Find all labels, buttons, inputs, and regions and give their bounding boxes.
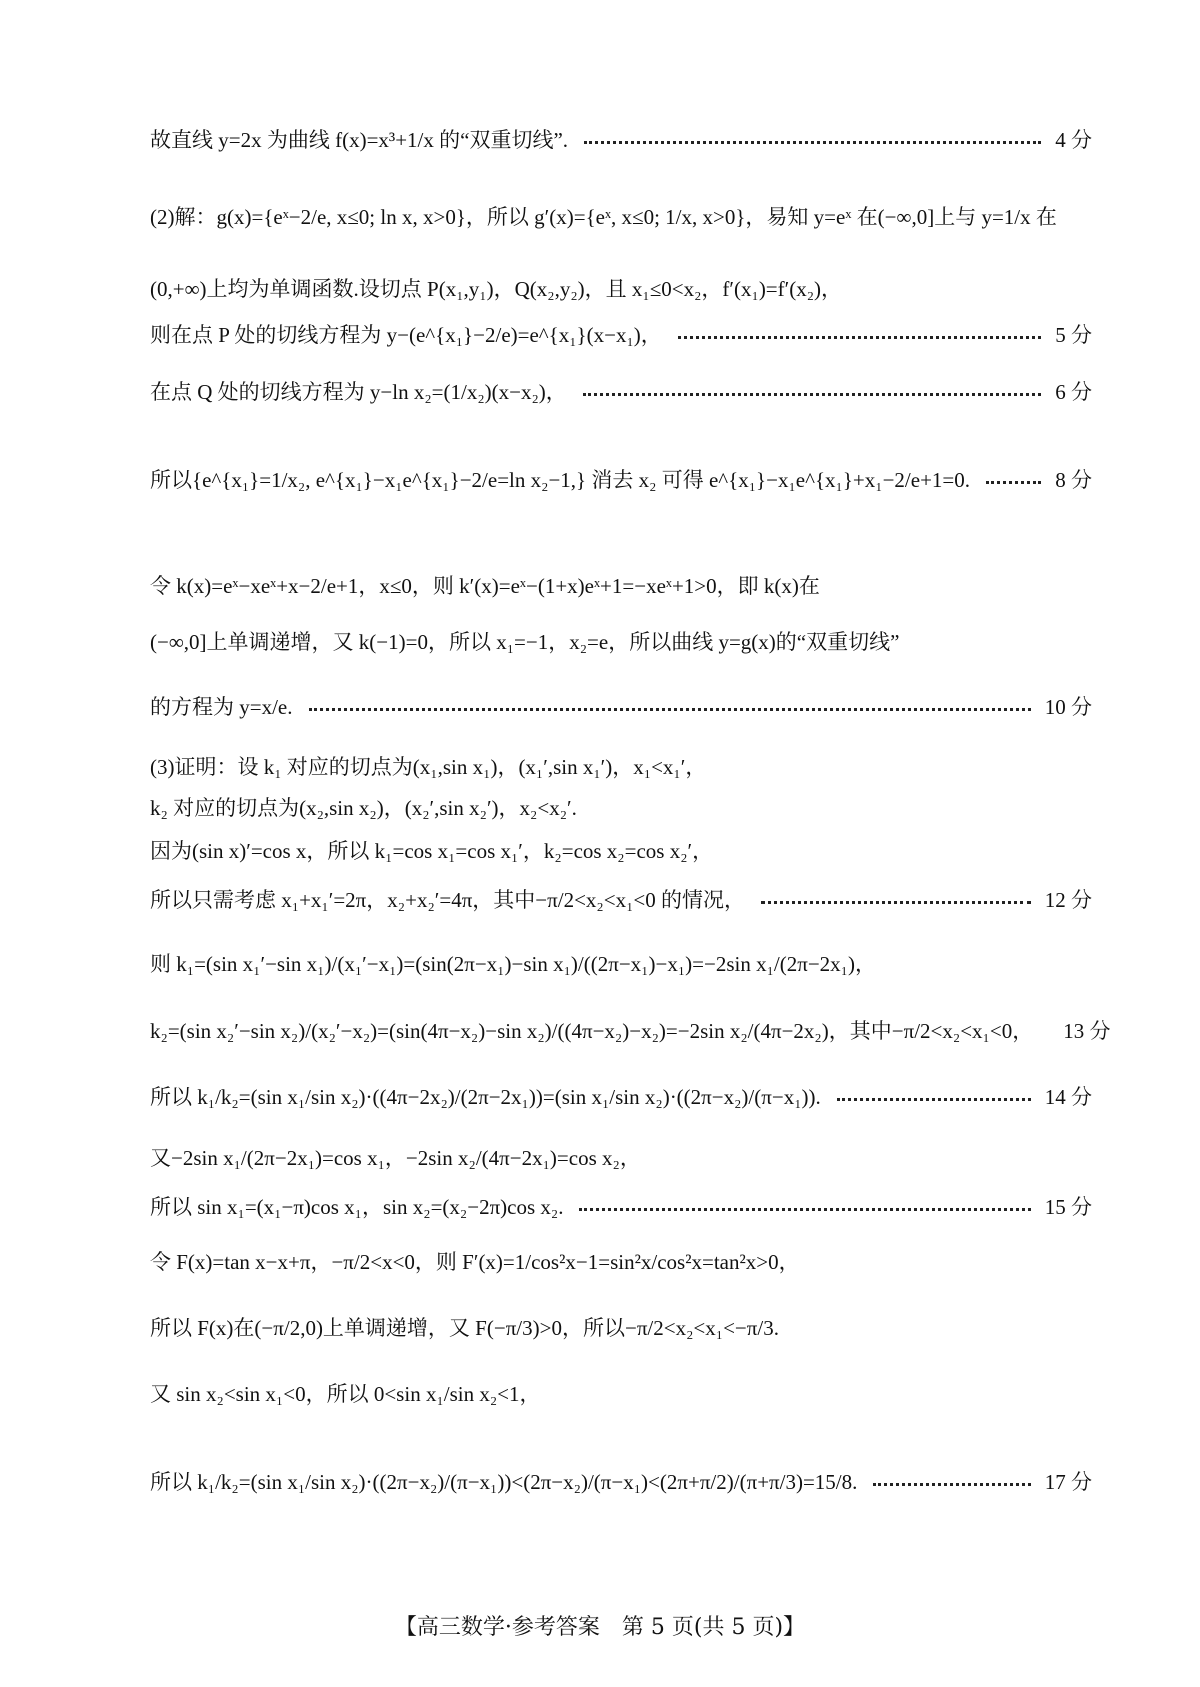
score-label: 5 分 bbox=[1055, 323, 1092, 347]
page-footer: 【高三数学·参考答案 第 5 页(共 5 页)】 bbox=[394, 1615, 806, 1640]
solution-line-18: 所以 sin x₁=(x₁−π)cos x₁，sin x₂=(x₂−2π)cos x₂. 15 分 bbox=[150, 1195, 1092, 1219]
score-label: 8 分 bbox=[1055, 468, 1092, 492]
solution-line-2: (2)解：g(x)={eˣ−2/e, x≤0; ln x, x>0}，所以 g′(x)={eˣ, x≤0; 1/x, x>0}，易知 y=eˣ 在(−∞,0]上与 y=1/x 在 bbox=[150, 205, 1057, 229]
solution-line-12: 因为(sin x)′=cos x，所以 k₁=cos x₁=cos x₁′，k₂=cos x₂=cos x₂′， bbox=[150, 839, 714, 863]
dot-leader bbox=[584, 141, 1041, 144]
solution-line-16: 所以 k₁/k₂=(sin x₁/sin x₂)·((4π−2x₂)/(2π−2x₁))=(sin x₁/sin x₂)·((2π−x₂)/(π−x₁)). 14 分 bbox=[150, 1085, 1092, 1109]
solution-line-15: k₂=(sin x₂′−sin x₂)/(x₂′−x₂)=(sin(4π−x₂)−sin x₂)/((4π−x₂)−x₂)=−2sin x₂/(4π−2x₂)，其中−π/2<x₂<x₁<0， 13 分 bbox=[150, 1019, 1111, 1043]
solution-line-7: 令 k(x)=eˣ−xeˣ+x−2/e+1，x≤0，则 k′(x)=eˣ−(1+x)eˣ+1=−xeˣ+1>0，即 k(x)在 bbox=[150, 574, 820, 598]
score-label: 14 分 bbox=[1044, 1085, 1092, 1109]
dot-leader bbox=[583, 393, 1041, 396]
score-label: 12 分 bbox=[1044, 888, 1092, 912]
solution-line-17: 又−2sin x₁/(2π−2x₁)=cos x₁，−2sin x₂/(4π−2x₁)=cos x₂， bbox=[150, 1146, 641, 1170]
solution-line-1: 故直线 y=2x 为曲线 f(x)=x³+1/x 的“双重切线”. 4 分 bbox=[150, 128, 1092, 152]
dot-leader bbox=[873, 1483, 1030, 1486]
solution-line-5: 在点 Q 处的切线方程为 y−ln x₂=(1/x₂)(x−x₂)， 6 分 bbox=[150, 380, 1092, 404]
solution-line-19: 令 F(x)=tan x−x+π，−π/2<x<0，则 F′(x)=1/cos²x−1=sin²x/cos²x=tan²x>0， bbox=[150, 1250, 800, 1274]
score-label: 10 分 bbox=[1044, 695, 1092, 719]
solution-line-8: (−∞,0]上单调递增，又 k(−1)=0，所以 x₁=−1，x₂=e，所以曲线 y=g(x)的“双重切线” bbox=[150, 630, 900, 654]
dot-leader bbox=[986, 481, 1041, 484]
dot-leader bbox=[837, 1098, 1031, 1101]
solution-line-10: (3)证明：设 k₁ 对应的切点为(x₁,sin x₁)，(x₁′,sin x₁′)，x₁<x₁′， bbox=[150, 755, 707, 779]
solution-line-11: k₂ 对应的切点为(x₂,sin x₂)，(x₂′,sin x₂′)，x₂<x₂′. bbox=[150, 796, 577, 820]
solution-line-14: 则 k₁=(sin x₁′−sin x₁)/(x₁′−x₁)=(sin(2π−x₁)−sin x₁)/((2π−x₁)−x₁)=−2sin x₁/(2π−2x₁)， bbox=[150, 952, 876, 976]
score-label: 15 分 bbox=[1044, 1195, 1092, 1219]
solution-line-3: (0,+∞)上均为单调函数.设切点 P(x₁,y₁)，Q(x₂,y₂)，且 x₁≤0<x₂，f′(x₁)=f′(x₂)， bbox=[150, 277, 843, 301]
score-label: 13 分 bbox=[1063, 1019, 1111, 1043]
score-label: 4 分 bbox=[1055, 128, 1092, 152]
solution-line-20: 所以 F(x)在(−π/2,0)上单调递增，又 F(−π/3)>0，所以−π/2<x₂<x₁<−π/3. bbox=[150, 1316, 779, 1340]
solution-line-22: 所以 k₁/k₂=(sin x₁/sin x₂)·((2π−x₂)/(π−x₁))<(2π−x₂)/(π−x₁)<(2π+π/2)/(π+π/3)=15/8. 17 分 bbox=[150, 1470, 1092, 1494]
solution-line-21: 又 sin x₂<sin x₁<0，所以 0<sin x₁/sin x₂<1， bbox=[150, 1382, 541, 1406]
dot-leader bbox=[579, 1208, 1030, 1211]
solution-line-13: 所以只需考虑 x₁+x₁′=2π，x₂+x₂′=4π，其中−π/2<x₂<x₁<0 的情况， 12 分 bbox=[150, 888, 1092, 912]
solution-line-9: 的方程为 y=x/e. 10 分 bbox=[150, 695, 1092, 719]
score-label: 6 分 bbox=[1055, 380, 1092, 404]
dot-leader bbox=[309, 708, 1031, 711]
dot-leader bbox=[678, 336, 1041, 339]
solution-line-6: 所以{e^{x₁}=1/x₂, e^{x₁}−x₁e^{x₁}−2/e=ln x₂−1,} 消去 x₂ 可得 e^{x₁}−x₁e^{x₁}+x₁−2/e+1=0. 8 分 bbox=[150, 468, 1092, 492]
solution-line-4: 则在点 P 处的切线方程为 y−(e^{x₁}−2/e)=e^{x₁}(x−x₁)， 5 分 bbox=[150, 323, 1092, 347]
score-label: 17 分 bbox=[1044, 1470, 1092, 1494]
dot-leader bbox=[761, 901, 1031, 904]
